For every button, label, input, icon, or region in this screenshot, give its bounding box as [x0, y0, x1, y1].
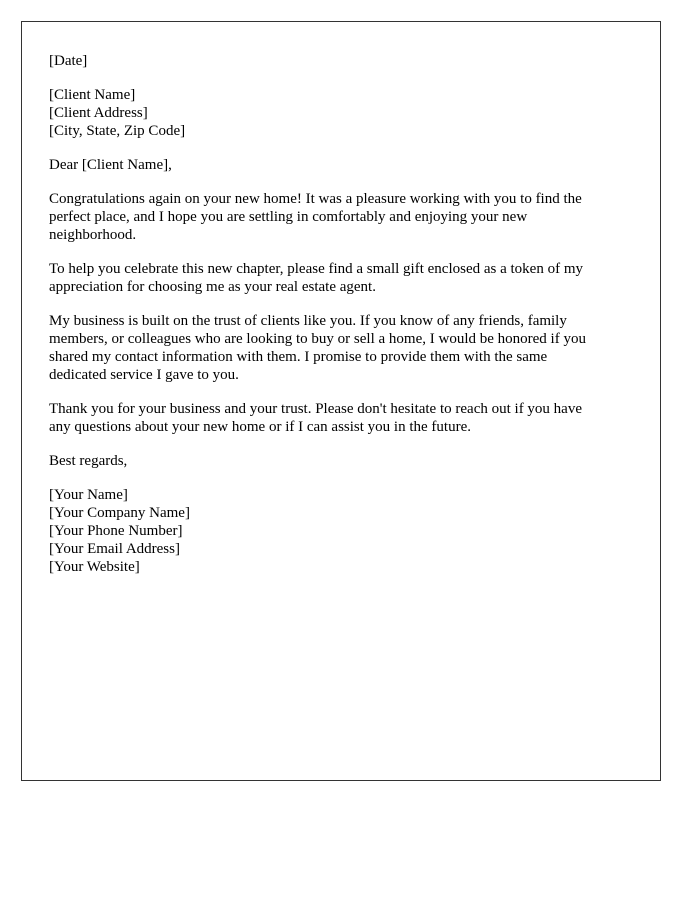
- letter-frame: [21, 21, 661, 781]
- recipient-block: [Client Name] [Client Address] [City, State, Zip Code]: [49, 87, 186, 139]
- letter-content: [22, 22, 660, 576]
- signature-block: [Your Name] [Your Company Name] [Your Phone Number] [Your Email Address] [Your Website]: [49, 487, 190, 575]
- body-paragraph: My business is built on the trust of clients like you. If you know of any friends, family members, or colleagues who are looking to buy or sell a home, I would be honored if you shared my contact information with them. I promise to provide them with the same dedicated service I gave to you.: [49, 313, 586, 383]
- salutation: Dear [Client Name],: [49, 157, 172, 173]
- body-paragraph: To help you celebrate this new chapter, please find a small gift enclosed as a token of my appreciation for choosing me as your real estate agent.: [49, 261, 584, 295]
- closing: Best regards,: [49, 453, 128, 469]
- body-paragraph: Congratulations again on your new home! It was a pleasure working with you to find the perfect place, and I hope you are settling in comfortably and enjoying your new neighborhood.: [49, 191, 582, 243]
- body-paragraph: Thank you for your business and your trust. Please don't hesitate to reach out if you have any questions about your new home or if I can assist you in the future.: [49, 401, 582, 435]
- date-line: [Date]: [49, 53, 88, 69]
- letter-body: [49, 190, 640, 436]
